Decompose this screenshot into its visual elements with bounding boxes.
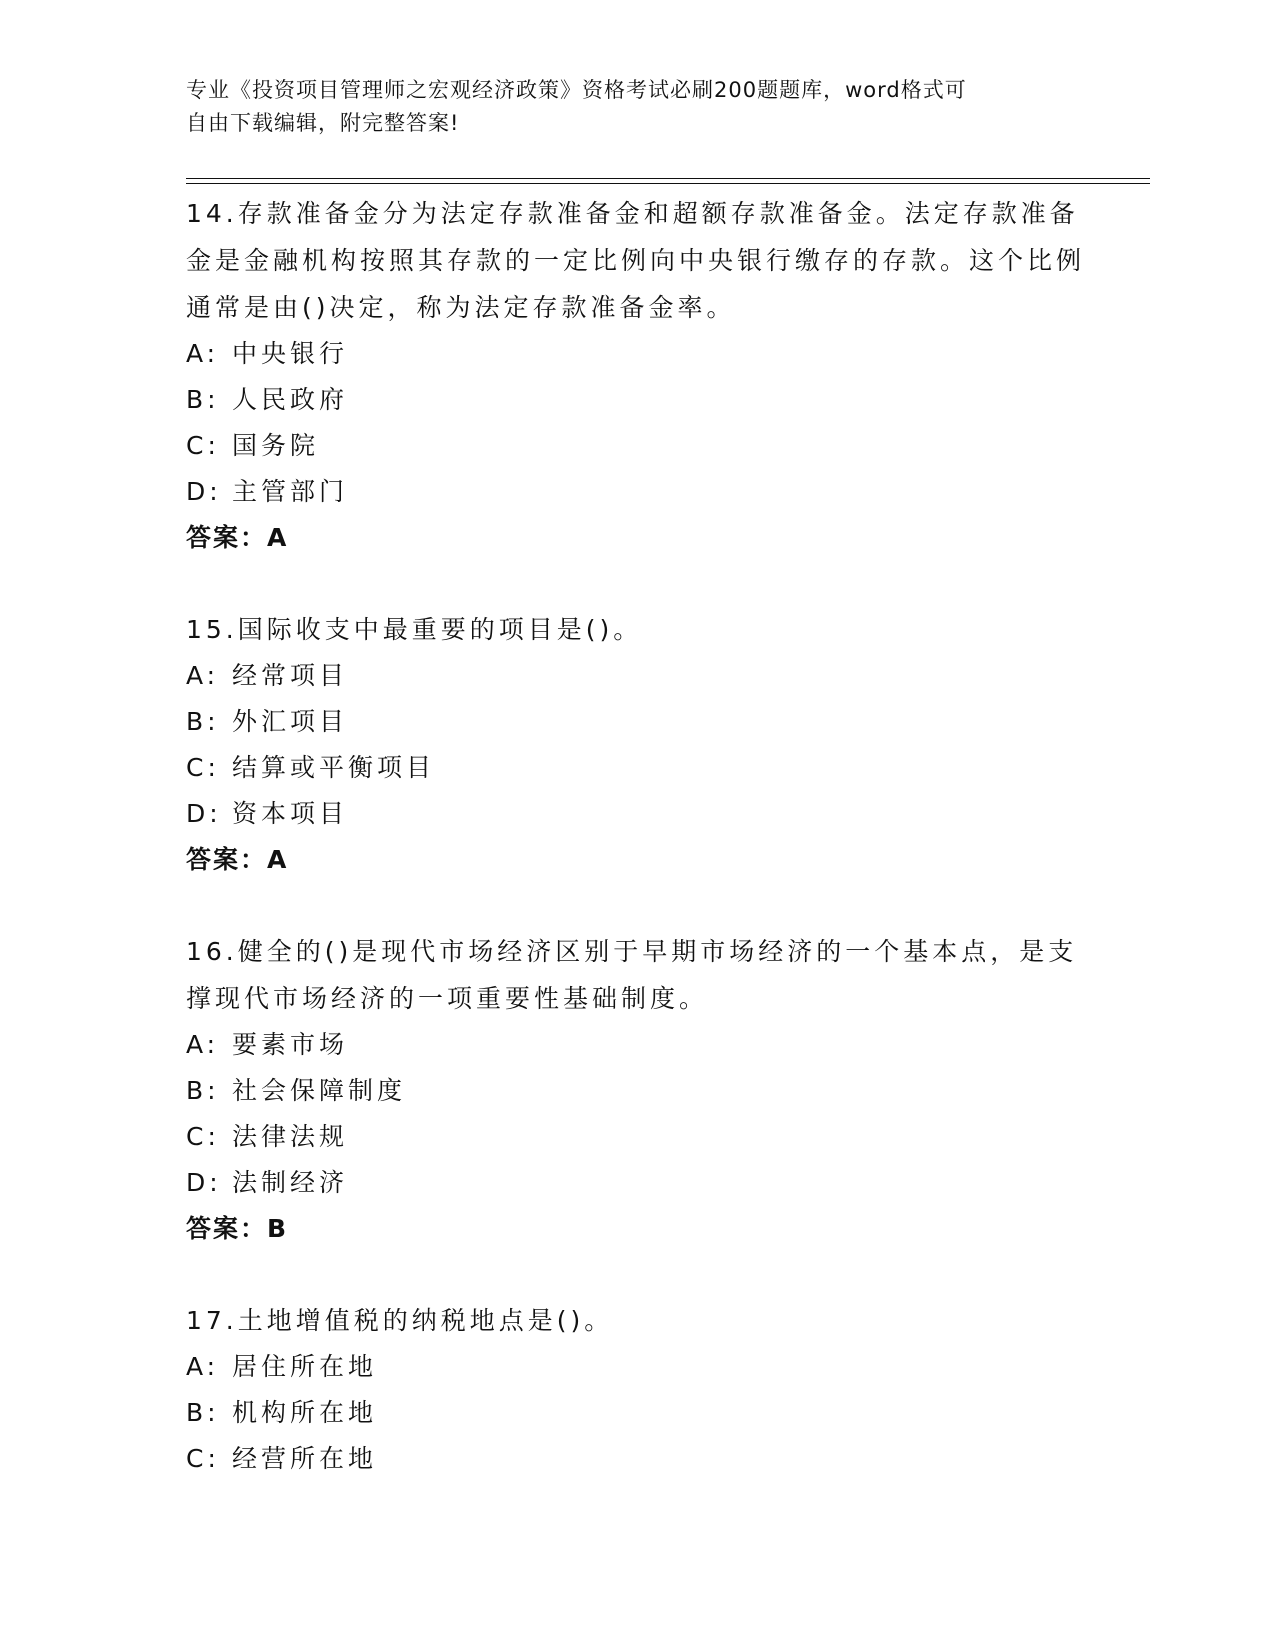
option-text: 结算或平衡项目	[232, 753, 436, 782]
option-text: 要素市场	[232, 1030, 349, 1059]
option-d	[186, 469, 1086, 515]
option-letter: A:	[186, 661, 220, 690]
document-header	[186, 74, 1086, 140]
option-letter: C:	[186, 431, 220, 460]
option-letter: A:	[186, 339, 220, 368]
option-text: 法制经济	[232, 1168, 349, 1197]
question-16	[186, 928, 1086, 1252]
option-letter: B:	[186, 385, 220, 414]
option-letter: C:	[186, 1444, 220, 1473]
option-c	[186, 745, 1086, 791]
question-stem: 14.存款准备金分为法定存款准备金和超额存款准备金。法定存款准备金是金融机构按照其存款的一定比例向中央银行缴存的存款。这个比例通常是由()决定，称为法定存款准备金率。	[186, 199, 1086, 322]
question-stem: 15.国际收支中最重要的项目是()。	[186, 615, 643, 644]
header-divider-top	[186, 178, 1150, 179]
header-divider-bottom	[186, 183, 1150, 184]
option-d	[186, 1160, 1086, 1206]
option-text: 外汇项目	[232, 707, 349, 736]
option-letter: D:	[186, 1168, 222, 1197]
option-text: 社会保障制度	[232, 1076, 407, 1105]
option-letter: B:	[186, 1076, 220, 1105]
option-text: 居住所在地	[232, 1352, 378, 1381]
option-letter: C:	[186, 1122, 220, 1151]
option-a	[186, 1344, 1086, 1390]
header-line-1: 专业《投资项目管理师之宏观经济政策》资格考试必刷200题题库，word格式可	[186, 78, 967, 102]
option-text: 国务院	[232, 431, 320, 460]
option-letter: A:	[186, 1030, 220, 1059]
answer-line: 答案：A	[186, 845, 289, 874]
option-letter: B:	[186, 707, 220, 736]
option-letter: B:	[186, 1398, 220, 1427]
question-14	[186, 190, 1086, 561]
option-letter: A:	[186, 1352, 220, 1381]
option-text: 机构所在地	[232, 1398, 378, 1427]
question-list	[186, 190, 1086, 1527]
question-stem: 16.健全的()是现代市场经济区别于早期市场经济的一个基本点，是支撑现代市场经济的一项重要性基础制度。	[186, 937, 1078, 1013]
option-text: 经常项目	[232, 661, 349, 690]
option-a	[186, 331, 1086, 377]
option-letter: D:	[186, 477, 222, 506]
question-15	[186, 606, 1086, 883]
option-letter: C:	[186, 753, 220, 782]
option-letter: D:	[186, 799, 222, 828]
answer-line: 答案：B	[186, 1214, 289, 1243]
option-b	[186, 377, 1086, 423]
option-text: 资本项目	[232, 799, 349, 828]
question-stem: 17.土地增值税的纳税地点是()。	[186, 1306, 614, 1335]
option-c	[186, 423, 1086, 469]
option-b	[186, 699, 1086, 745]
header-line-2: 自由下载编辑，附完整答案!	[186, 111, 460, 135]
answer-line: 答案：A	[186, 523, 289, 552]
option-text: 人民政府	[232, 385, 349, 414]
option-b	[186, 1390, 1086, 1436]
option-text: 中央银行	[232, 339, 349, 368]
option-c	[186, 1436, 1086, 1482]
option-text: 主管部门	[232, 477, 349, 506]
option-d	[186, 791, 1086, 837]
option-c	[186, 1114, 1086, 1160]
option-a	[186, 1022, 1086, 1068]
option-text: 法律法规	[232, 1122, 349, 1151]
option-text: 经营所在地	[232, 1444, 378, 1473]
option-b	[186, 1068, 1086, 1114]
option-a	[186, 653, 1086, 699]
question-17	[186, 1297, 1086, 1482]
